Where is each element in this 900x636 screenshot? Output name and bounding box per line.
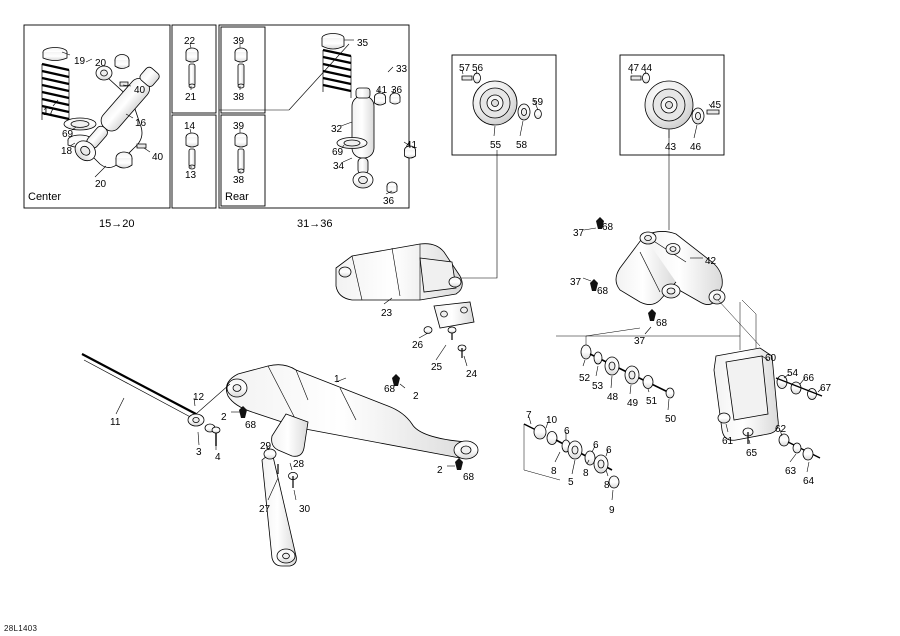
- callout-68-d: 68: [245, 420, 257, 431]
- rear-bushing-parts: [235, 48, 247, 173]
- callout-17: 17: [43, 107, 55, 118]
- callout-67: 67: [820, 383, 832, 394]
- callout-53: 53: [592, 381, 604, 392]
- callout-68-b: 68: [597, 286, 609, 297]
- callout-52: 52: [579, 373, 591, 384]
- callout-42: 42: [705, 256, 717, 267]
- callout-10: 10: [546, 415, 558, 426]
- front-cross-member: [336, 244, 474, 358]
- callout-68-c: 68: [656, 318, 668, 329]
- callout-22: 22: [184, 36, 196, 47]
- callout-6-a: 6: [564, 426, 570, 437]
- callout-55: 55: [490, 140, 502, 151]
- callout-1: 1: [334, 374, 340, 385]
- callout-9: 9: [609, 505, 615, 516]
- callout-58: 58: [516, 140, 528, 151]
- drawing-code: 28L1403: [4, 624, 38, 633]
- callout-68-f: 68: [463, 472, 475, 483]
- callout-33: 33: [396, 64, 408, 75]
- callout-37-c: 37: [634, 336, 646, 347]
- callout-46: 46: [690, 142, 702, 153]
- callout-2-b: 2: [413, 391, 419, 402]
- callout-4: 4: [215, 452, 221, 463]
- callout-11: 11: [110, 417, 121, 428]
- callout-6-b: 6: [593, 440, 599, 451]
- panel-title-center: Center: [28, 191, 62, 203]
- callout-25: 25: [431, 362, 443, 373]
- callout-49: 49: [627, 398, 639, 409]
- callout-39-b: 39: [233, 121, 245, 132]
- right-idler-wheel-group: [631, 73, 722, 129]
- callout-37-a: 37: [573, 228, 585, 239]
- callout-64: 64: [803, 476, 815, 487]
- callout-44: 44: [641, 63, 653, 74]
- callout-62: 62: [775, 424, 787, 435]
- callout-8-a: 8: [551, 466, 557, 477]
- callout-2-c: 2: [437, 465, 443, 476]
- callout-2-a: 2: [221, 412, 227, 423]
- callout-65: 65: [746, 448, 758, 459]
- left-idler-wheel-group: [462, 73, 544, 125]
- callout-32: 32: [331, 124, 343, 135]
- callout-56: 56: [472, 63, 484, 74]
- callout-68-e: 68: [384, 384, 396, 395]
- panel-title-rear: Rear: [225, 191, 249, 203]
- group-range-center: 15→20: [99, 218, 135, 230]
- callout-5: 5: [568, 477, 574, 488]
- callout-3: 3: [196, 447, 202, 458]
- callout-41-b: 41: [406, 140, 418, 151]
- callout-63: 63: [785, 466, 797, 477]
- callout-20-a: 20: [95, 58, 107, 69]
- callout-61: 61: [722, 436, 734, 447]
- callout-51: 51: [646, 396, 658, 407]
- callout-37-b: 37: [570, 277, 582, 288]
- callout-38-a: 38: [233, 92, 245, 103]
- callout-36-a: 36: [391, 85, 403, 96]
- callout-7: 7: [526, 410, 532, 421]
- group-range-rear: 31→36: [297, 218, 333, 230]
- callout-8-c: 8: [604, 480, 610, 491]
- callout-39-a: 39: [233, 36, 245, 47]
- callout-57: 57: [459, 63, 471, 74]
- callout-45: 45: [710, 100, 722, 111]
- callout-69-a: 69: [62, 129, 74, 140]
- callout-26: 26: [412, 340, 424, 351]
- callout-6-c: 6: [606, 445, 612, 456]
- callout-41-a: 41: [376, 85, 388, 96]
- callout-20-b: 20: [95, 179, 107, 190]
- callout-40-b: 40: [152, 152, 164, 163]
- callout-23: 23: [381, 308, 393, 319]
- callout-47: 47: [628, 63, 640, 74]
- callout-48: 48: [607, 392, 619, 403]
- callout-40-a: 40: [134, 85, 146, 96]
- callout-30: 30: [299, 504, 311, 515]
- callout-54: 54: [787, 368, 799, 379]
- callout-69-b: 69: [332, 147, 344, 158]
- callout-68-a: 68: [602, 222, 614, 233]
- callout-19: 19: [74, 56, 86, 67]
- callout-16: 16: [135, 118, 147, 129]
- callout-12: 12: [193, 392, 205, 403]
- tie-rod-assembly: [82, 354, 230, 446]
- callout-34: 34: [333, 161, 345, 172]
- callout-13: 13: [185, 170, 197, 181]
- callout-38-b: 38: [233, 175, 245, 186]
- callout-27: 27: [259, 504, 271, 515]
- callout-28: 28: [293, 459, 305, 470]
- callout-35: 35: [357, 38, 369, 49]
- callout-36-b: 36: [383, 196, 395, 207]
- callout-8-b: 8: [583, 468, 589, 479]
- callout-18: 18: [61, 146, 73, 157]
- callout-29: 29: [260, 441, 272, 452]
- callout-21: 21: [185, 92, 197, 103]
- callout-24: 24: [466, 369, 478, 380]
- callout-66: 66: [803, 373, 815, 384]
- center-bushing-parts: [186, 48, 198, 169]
- callout-43: 43: [665, 142, 677, 153]
- callout-14: 14: [184, 121, 196, 132]
- callout-60: 60: [765, 353, 777, 364]
- callout-50: 50: [665, 414, 677, 425]
- callout-59: 59: [532, 97, 544, 108]
